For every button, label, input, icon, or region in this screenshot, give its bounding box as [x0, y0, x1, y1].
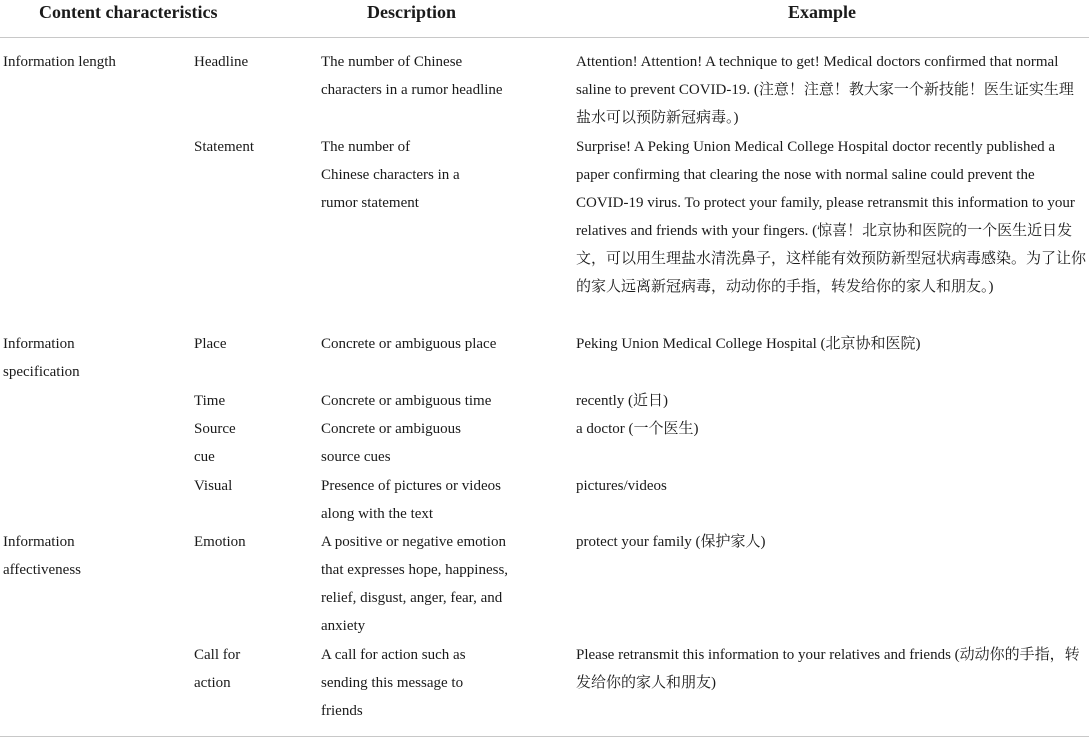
row-description: Presence of pictures or videos along with the text	[321, 478, 501, 522]
row-item: Place	[194, 336, 227, 352]
row-category: Information affectiveness	[3, 534, 82, 578]
row-example: a doctor (一个医生)	[576, 421, 699, 437]
row-example: Please retransmit this information to your relatives and friends (动动你的手指，转发给你的家人和朋友)	[576, 647, 1080, 691]
header-description: Description	[367, 2, 456, 22]
row-example: Surprise! A Peking Union Medical College Hospital doctor recently published a paper confirming that clearing the nose with normal saline could prevent the COVID-19 virus. To protect your family, please retransmit this information to your relatives and friends with your fingers. (惊喜！北京协和医院的一个医生近日发文，可以用生理盐水清洗鼻子，这样能有效预防新型冠状病毒感染。为了让你的家人远离新冠病毒，动动你的手指，转发给你的家人和朋友。)	[576, 139, 1087, 295]
row-description: The number of Chinese characters in a rumor headline	[321, 54, 503, 98]
row-item: Visual	[194, 478, 233, 494]
row-description: Concrete or ambiguous time	[321, 393, 492, 409]
row-description: A call for action such as sending this message to friends	[321, 647, 466, 719]
header-example: Example	[788, 2, 857, 22]
row-example: Attention! Attention! A technique to get! Medical doctors confirmed that normal saline to prevent COVID-19. (注意！注意！教大家一个新技能！医生证实生理盐水可以预防新冠病毒。)	[576, 54, 1074, 126]
row-item: Call for action	[194, 647, 241, 691]
row-item: Emotion	[194, 534, 246, 550]
header-content-characteristics: Content characteristics	[39, 2, 218, 22]
row-description: The number of Chinese characters in a rumor statement	[321, 139, 460, 211]
row-item: Source cue	[194, 421, 236, 465]
row-example: protect your family (保护家人)	[576, 534, 766, 550]
row-item: Statement	[194, 139, 254, 155]
row-item: Headline	[194, 54, 249, 70]
row-example: recently (近日)	[576, 393, 669, 409]
row-example: pictures/videos	[576, 478, 667, 494]
row-item: Time	[194, 393, 226, 409]
table-bottom-rule	[0, 736, 1089, 737]
header-divider	[0, 37, 1089, 38]
row-category: Information specification	[3, 336, 80, 380]
row-description: Concrete or ambiguous source cues	[321, 421, 461, 465]
row-example: Peking Union Medical College Hospital (北京协和医院)	[576, 336, 921, 352]
row-category: Information length	[3, 54, 116, 70]
row-description: Concrete or ambiguous place	[321, 336, 497, 352]
row-description: A positive or negative emotion that expresses hope, happiness, relief, disgust, anger, fear, and anxiety	[321, 534, 509, 634]
